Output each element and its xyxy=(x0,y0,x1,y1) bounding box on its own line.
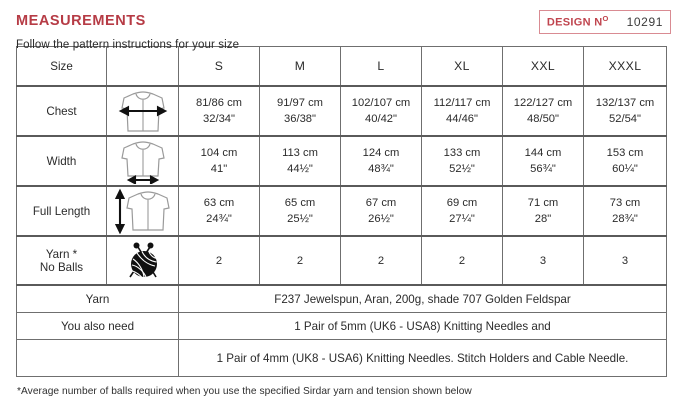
width-value-s xyxy=(179,136,260,186)
chest-inch-m: 36/38" xyxy=(284,113,316,125)
table-row-width xyxy=(17,136,667,186)
full-length-cm-xxl: 71 cm xyxy=(527,196,559,209)
full-length-cm-l: 67 cm xyxy=(365,196,397,209)
chest-cm-xl: 112/117 cm xyxy=(433,96,491,109)
footnote: *Average number of balls required when you use the specified Sirdar yarn and tension shown below xyxy=(17,386,472,397)
width-value-xxl xyxy=(503,136,584,186)
row-label-full-length: Full Length xyxy=(17,186,107,236)
size-header-xxl: XXL xyxy=(503,47,584,87)
width-value-xxxl xyxy=(584,136,667,186)
table-row-also-need-2 xyxy=(17,340,667,377)
chest-inch-xl: 44/46" xyxy=(446,113,478,125)
page-subtitle: Follow the pattern instructions for your size xyxy=(16,38,240,51)
full-length-inch-m: 25½" xyxy=(287,213,313,225)
full-length-value-l xyxy=(341,186,422,236)
chest-cm-xxl: 122/127 cm xyxy=(513,96,573,109)
design-number-box xyxy=(539,10,671,34)
table-row-chest xyxy=(17,86,667,136)
yarn-balls-xxl: 3 xyxy=(503,236,584,285)
width-inch-s: 41" xyxy=(210,163,228,175)
also-need-label: You also need xyxy=(17,313,179,340)
chest-inch-xxxl: 52/54" xyxy=(609,113,641,125)
width-cm-s: 104 cm xyxy=(200,146,238,159)
width-inch-xl: 52½" xyxy=(449,163,475,175)
width-value-xl xyxy=(422,136,503,186)
page-header xyxy=(0,0,679,51)
table-row-yarn-info xyxy=(17,285,667,313)
chest-value-l xyxy=(341,86,422,136)
chest-value-xl xyxy=(422,86,503,136)
full-length-cm-m: 65 cm xyxy=(284,196,316,209)
size-header-xl: XL xyxy=(422,47,503,87)
full-length-cm-xl: 69 cm xyxy=(446,196,478,209)
garment-width-icon xyxy=(107,136,179,186)
width-cm-m: 113 cm xyxy=(282,146,318,159)
full-length-inch-s: 24¾" xyxy=(206,213,232,225)
width-cm-xxl: 144 cm xyxy=(524,146,562,159)
table-row-yarn-no-balls xyxy=(17,236,667,285)
page-title: MEASUREMENTS xyxy=(16,13,146,29)
full-length-value-xxxl xyxy=(584,186,667,236)
yarn-label-line1: Yarn * xyxy=(45,247,78,261)
chest-value-xxxl xyxy=(584,86,667,136)
yarn-balls-m: 2 xyxy=(260,236,341,285)
width-inch-m: 44½" xyxy=(287,163,313,175)
full-length-inch-l: 26½" xyxy=(368,213,394,225)
full-length-value-m xyxy=(260,186,341,236)
design-number-value: 10291 xyxy=(626,14,663,29)
yarn-info-value: F237 Jewelspun, Aran, 200g, shade 707 Golden Feldspar xyxy=(179,285,667,313)
size-row-icon-cell xyxy=(107,47,179,87)
chest-inch-xxl: 48/50" xyxy=(527,113,559,125)
chest-value-xxl xyxy=(503,86,584,136)
row-label-width: Width xyxy=(17,136,107,186)
full-length-value-s xyxy=(179,186,260,236)
measurements-table-wrapper xyxy=(16,46,666,377)
row-label-size: Size xyxy=(17,47,107,87)
also-need-label-spacer xyxy=(17,340,179,377)
garment-chest-icon xyxy=(107,86,179,136)
width-value-m xyxy=(260,136,341,186)
width-inch-l: 48¾" xyxy=(368,163,394,175)
yarn-ball-icon xyxy=(107,236,179,285)
row-label-yarn-no-balls xyxy=(17,236,107,285)
also-need-line2: 1 Pair of 4mm (UK8 - USA6) Knitting Needles. Stitch Holders and Cable Needle. xyxy=(179,340,667,377)
design-ordinal-sup: O xyxy=(602,14,609,23)
full-length-value-xxl xyxy=(503,186,584,236)
chest-value-m xyxy=(260,86,341,136)
chest-cm-xxxl: 132/137 cm xyxy=(595,96,655,109)
full-length-cm-s: 63 cm xyxy=(203,196,235,209)
full-length-inch-xxxl: 28¾" xyxy=(612,213,638,225)
width-cm-xl: 133 cm xyxy=(443,146,481,159)
full-length-inch-xxl: 28" xyxy=(534,213,552,225)
yarn-info-label: Yarn xyxy=(17,285,179,313)
garment-length-icon xyxy=(107,186,179,236)
yarn-balls-l: 2 xyxy=(341,236,422,285)
yarn-balls-xxxl: 3 xyxy=(584,236,667,285)
design-number-label: DESIGN $N^O$ xyxy=(546,14,609,29)
width-cm-xxxl: 153 cm xyxy=(606,146,644,159)
yarn-balls-xl: 2 xyxy=(422,236,503,285)
full-length-value-xl xyxy=(422,186,503,236)
chest-inch-s: 32/34" xyxy=(203,113,235,125)
size-header-l: L xyxy=(341,47,422,87)
yarn-label-line2: No Balls xyxy=(39,260,84,274)
chest-cm-m: 91/97 cm xyxy=(276,96,324,109)
yarn-balls-s: 2 xyxy=(179,236,260,285)
size-header-xxxl: XXXL xyxy=(584,47,667,87)
size-header-m: M xyxy=(260,47,341,87)
size-header-s: S xyxy=(179,47,260,87)
chest-inch-l: 40/42" xyxy=(365,113,397,125)
width-value-l xyxy=(341,136,422,186)
full-length-cm-xxxl: 73 cm xyxy=(609,196,641,209)
table-row-size xyxy=(17,47,667,87)
chest-cm-l: 102/107 cm xyxy=(351,96,411,109)
chest-cm-s: 81/86 cm xyxy=(195,96,243,109)
width-inch-xxxl: 60¼" xyxy=(612,163,638,175)
width-inch-xxl: 56¾" xyxy=(530,163,556,175)
row-label-chest: Chest xyxy=(17,86,107,136)
table-row-also-need-1 xyxy=(17,313,667,340)
full-length-inch-xl: 27¼" xyxy=(449,213,475,225)
width-cm-l: 124 cm xyxy=(362,146,400,159)
also-need-line1: 1 Pair of 5mm (UK6 - USA8) Knitting Needles and xyxy=(179,313,667,340)
chest-value-s xyxy=(179,86,260,136)
table-row-full-length xyxy=(17,186,667,236)
measurements-table xyxy=(16,46,667,377)
